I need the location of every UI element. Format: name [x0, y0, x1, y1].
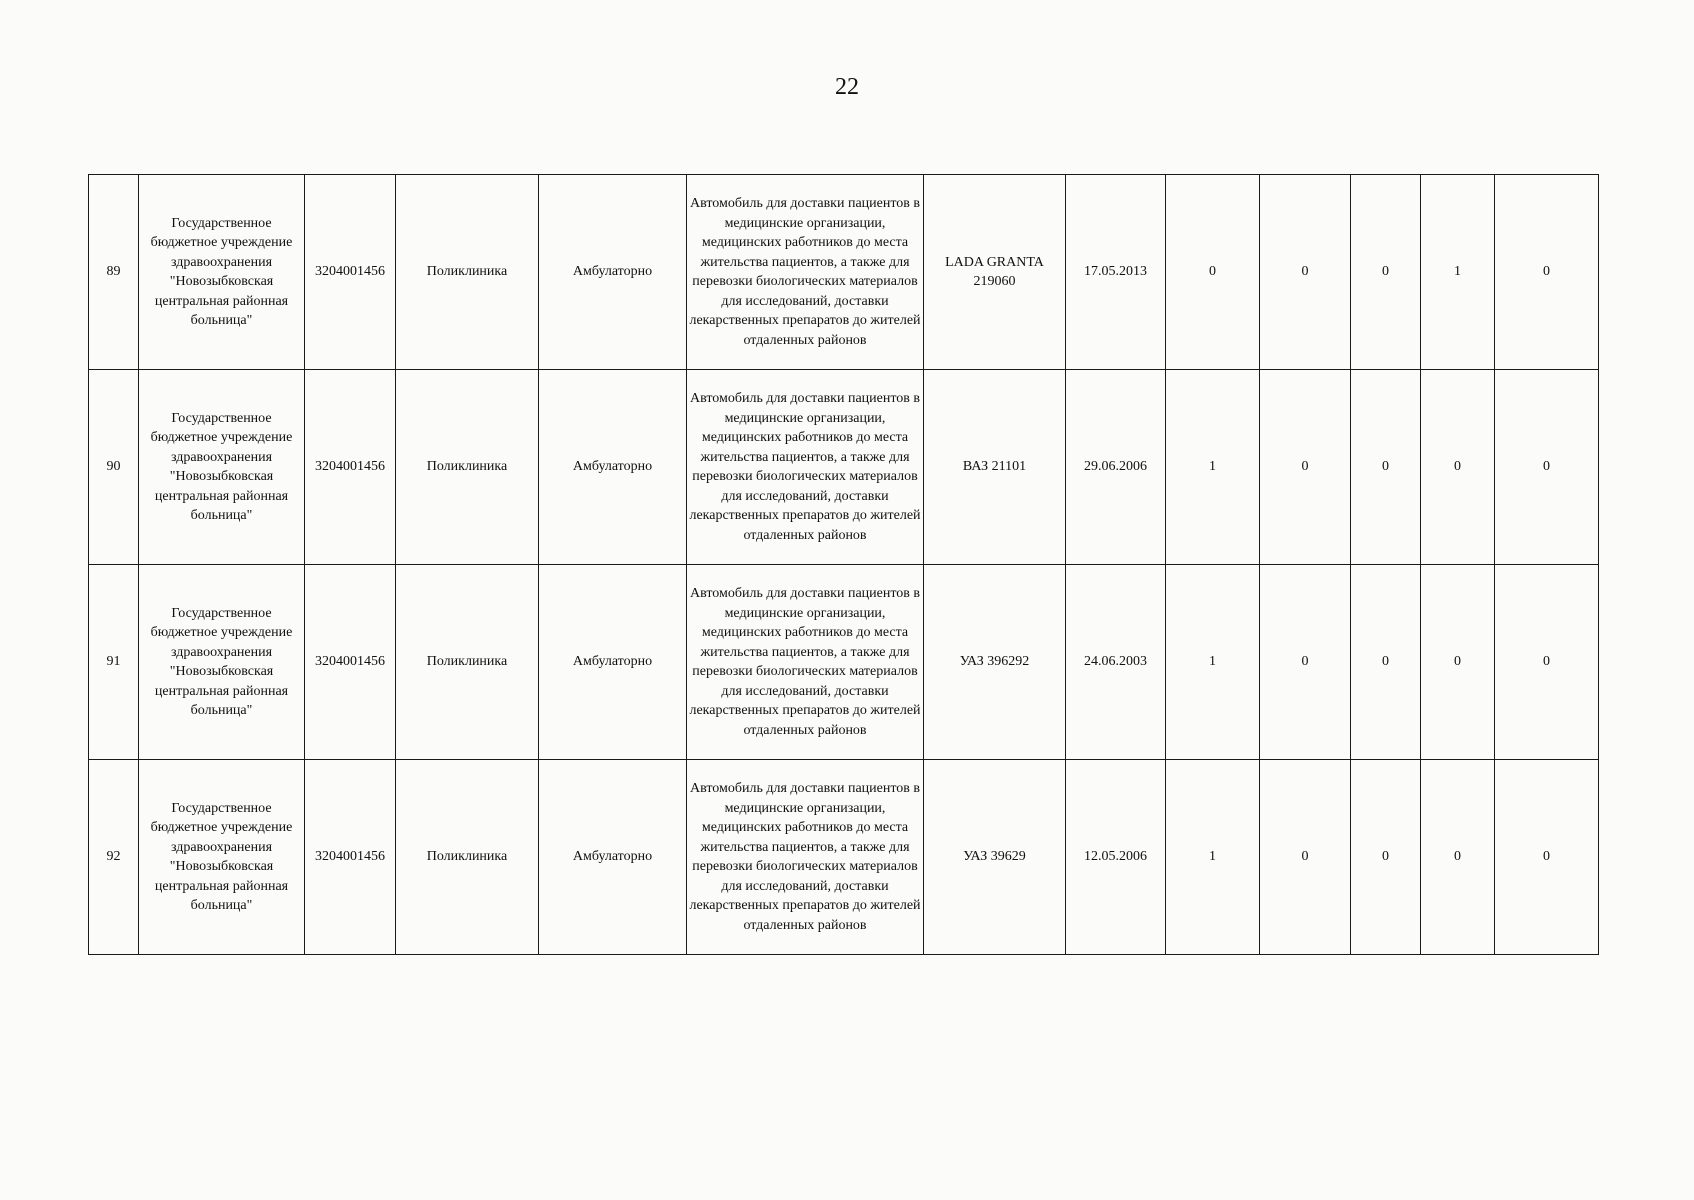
registration-date: 17.05.2013	[1066, 175, 1166, 370]
organization-name: Государственное бюджетное учреждение здравоохранения "Новозыбковская центральная районная больница"	[139, 760, 305, 955]
value-cell: 1	[1166, 370, 1260, 565]
inn: 3204001456	[305, 760, 396, 955]
care-type: Амбулаторно	[539, 565, 687, 760]
vehicle-model: УАЗ 396292	[924, 565, 1066, 760]
value-cell: 0	[1421, 760, 1495, 955]
unit: Поликлиника	[396, 760, 539, 955]
value-cell: 0	[1495, 760, 1599, 955]
value-cell: 0	[1421, 565, 1495, 760]
value-cell: 0	[1260, 760, 1351, 955]
value-cell: 0	[1351, 565, 1421, 760]
value-cell: 1	[1166, 760, 1260, 955]
organization-name: Государственное бюджетное учреждение здравоохранения "Новозыбковская центральная районная больница"	[139, 175, 305, 370]
value-cell: 1	[1166, 565, 1260, 760]
row-number: 89	[89, 175, 139, 370]
registration-date: 29.06.2006	[1066, 370, 1166, 565]
vehicle-purpose: Автомобиль для доставки пациентов в медицинские организации, медицинских работников до места жительства пациентов, а также для перевозки биологических материалов для исследований, доставки лекарственных препаратов до жителей отдаленных районов	[687, 175, 924, 370]
value-cell: 0	[1166, 175, 1260, 370]
page-number: 22	[835, 74, 859, 100]
inn: 3204001456	[305, 565, 396, 760]
organization-name: Государственное бюджетное учреждение здравоохранения "Новозыбковская центральная районная больница"	[139, 370, 305, 565]
row-number: 92	[89, 760, 139, 955]
care-type: Амбулаторно	[539, 760, 687, 955]
vehicle-purpose: Автомобиль для доставки пациентов в медицинские организации, медицинских работников до места жительства пациентов, а также для перевозки биологических материалов для исследований, доставки лекарственных препаратов до жителей отдаленных районов	[687, 565, 924, 760]
vehicle-purpose: Автомобиль для доставки пациентов в медицинские организации, медицинских работников до места жительства пациентов, а также для перевозки биологических материалов для исследований, доставки лекарственных препаратов до жителей отдаленных районов	[687, 760, 924, 955]
inn: 3204001456	[305, 370, 396, 565]
vehicle-model: LADA GRANTA 219060	[924, 175, 1066, 370]
vehicle-model: ВАЗ 21101	[924, 370, 1066, 565]
vehicle-model: УАЗ 39629	[924, 760, 1066, 955]
row-number: 90	[89, 370, 139, 565]
value-cell: 0	[1260, 370, 1351, 565]
value-cell: 0	[1351, 175, 1421, 370]
unit: Поликлиника	[396, 370, 539, 565]
table-row	[89, 370, 1599, 565]
table-row	[89, 175, 1599, 370]
value-cell: 0	[1495, 175, 1599, 370]
registration-date: 24.06.2003	[1066, 565, 1166, 760]
value-cell: 0	[1260, 175, 1351, 370]
table-row	[89, 760, 1599, 955]
table-row	[89, 565, 1599, 760]
care-type: Амбулаторно	[539, 175, 687, 370]
unit: Поликлиника	[396, 175, 539, 370]
unit: Поликлиника	[396, 565, 539, 760]
value-cell: 0	[1421, 370, 1495, 565]
value-cell: 0	[1495, 565, 1599, 760]
value-cell: 1	[1421, 175, 1495, 370]
care-type: Амбулаторно	[539, 370, 687, 565]
vehicle-registry-table	[88, 174, 1599, 955]
value-cell: 0	[1495, 370, 1599, 565]
value-cell: 0	[1351, 760, 1421, 955]
value-cell: 0	[1260, 565, 1351, 760]
row-number: 91	[89, 565, 139, 760]
organization-name: Государственное бюджетное учреждение здравоохранения "Новозыбковская центральная районная больница"	[139, 565, 305, 760]
inn: 3204001456	[305, 175, 396, 370]
value-cell: 0	[1351, 370, 1421, 565]
registration-date: 12.05.2006	[1066, 760, 1166, 955]
vehicle-purpose: Автомобиль для доставки пациентов в медицинские организации, медицинских работников до места жительства пациентов, а также для перевозки биологических материалов для исследований, доставки лекарственных препаратов до жителей отдаленных районов	[687, 370, 924, 565]
